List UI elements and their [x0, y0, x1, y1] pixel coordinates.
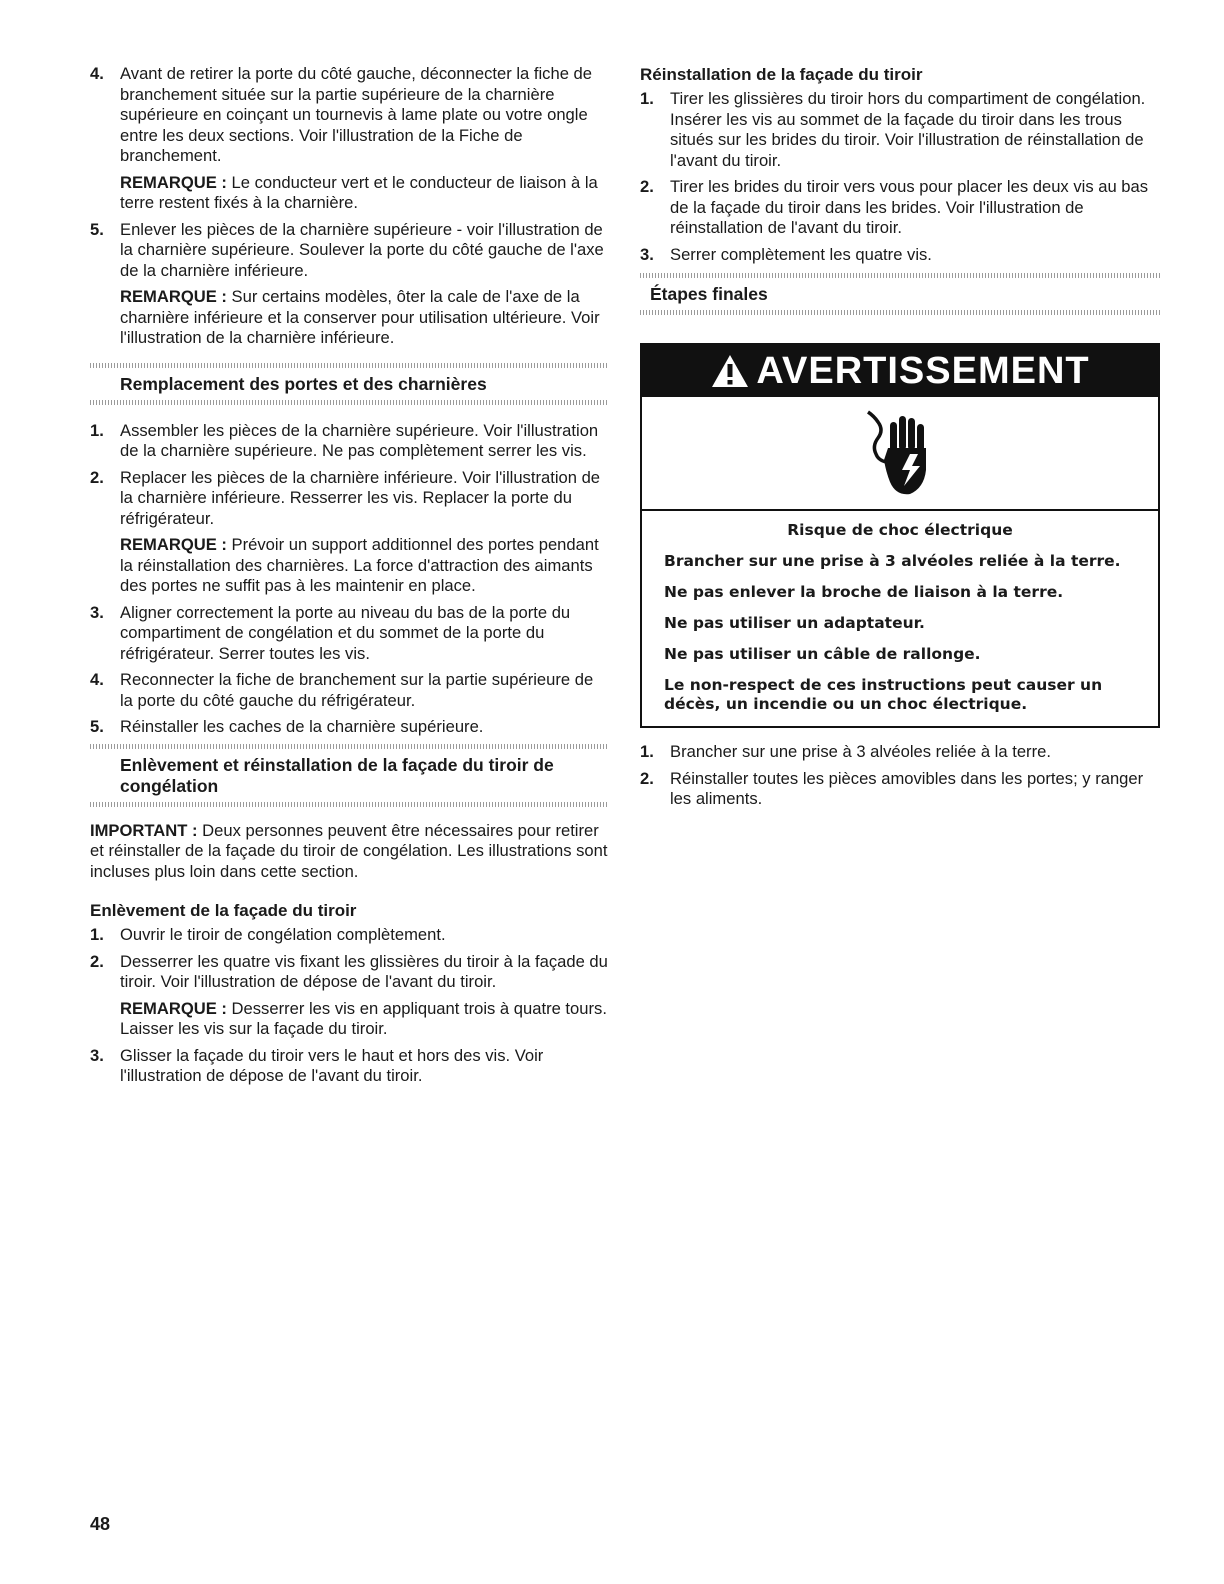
step-text: Ouvrir le tiroir de congélation complètement. — [120, 925, 446, 944]
step-number: 4. — [90, 670, 104, 689]
warning-line: Le non-respect de ces instructions peut causer un décès, un incendie ou un choc électrique. — [664, 676, 1103, 713]
step-text: Replacer les pièces de la charnière inférieure. Voir l'illustration de la charnière inférieure. Resserrer les vis. Replacer la porte du réfrigérateur. — [120, 467, 601, 528]
list-item — [640, 769, 1160, 810]
list-item — [90, 64, 608, 214]
step-number: 3. — [90, 1045, 104, 1065]
list-item — [90, 952, 608, 1040]
step-text: Réinstaller toutes les pièces amovibles dans les portes; y ranger les aliments. — [670, 768, 1144, 808]
step-text: Aligner correctement la porte au niveau du bas de la porte du compartiment de congélation et du sommet de la porte du réfrigérateur. Serrer toutes les vis. — [120, 602, 571, 663]
list-item — [640, 245, 1160, 266]
warning-risk: Risque de choc électrique — [787, 521, 1013, 539]
divider — [90, 400, 608, 405]
warning-header — [642, 345, 1158, 397]
divider — [90, 802, 608, 807]
note — [120, 535, 608, 597]
list-item — [90, 468, 608, 597]
step-number: 1. — [90, 925, 104, 944]
step-number: 3. — [640, 244, 654, 264]
warning-box — [640, 343, 1160, 728]
note-label: REMARQUE : — [120, 998, 227, 1018]
steps-list-d — [640, 89, 1160, 265]
list-item — [90, 421, 608, 462]
steps-list-c — [90, 925, 608, 1087]
steps-list-b — [90, 421, 608, 738]
note-text: Le conducteur vert et le conducteur de liaison à la terre restent fixés à la charnière. — [120, 172, 598, 212]
list-item — [90, 717, 608, 738]
step-number: 5. — [90, 717, 104, 736]
step-text: Réinstaller les caches de la charnière supérieure. — [120, 717, 484, 736]
step-number: 1. — [90, 420, 104, 440]
note — [120, 173, 608, 214]
step-number: 1. — [640, 89, 654, 108]
important-label: IMPORTANT : — [90, 820, 198, 840]
important-text: Deux personnes peuvent être nécessaires pour retirer et réinstaller de la façade du tiroir de congélation. Les illustrations sont incluses plus loin dans cette section. — [90, 820, 608, 881]
list-item — [90, 1046, 608, 1087]
warning-line: Ne pas enlever la broche de liaison à la terre. — [664, 583, 1064, 601]
step-number: 2. — [90, 467, 104, 487]
warning-body — [642, 511, 1158, 726]
step-number: 5. — [90, 219, 104, 239]
step-text: Brancher sur une prise à 3 alvéoles reliée à la terre. — [670, 742, 1051, 761]
warning-line: Ne pas utiliser un adaptateur. — [664, 614, 925, 632]
subsection-title-reinstall: Réinstallation de la façade du tiroir — [640, 65, 923, 84]
steps-list-a — [90, 64, 608, 349]
step-text: Assembler les pièces de la charnière supérieure. Voir l'illustration de la charnière supérieure. Ne pas complètement serrer les vis. — [120, 420, 599, 460]
list-item — [90, 670, 608, 711]
step-text: Enlever les pièces de la charnière supérieure - voir l'illustration de la charnière supérieure. Soulever la porte du côté gauche de l'axe de la charnière inférieure. — [120, 219, 604, 280]
divider — [640, 310, 1160, 315]
note — [120, 999, 608, 1040]
page-number: 48 — [90, 1514, 111, 1534]
left-column — [90, 64, 608, 1093]
list-item — [640, 177, 1160, 239]
step-number: 1. — [640, 742, 654, 761]
steps-list-e — [640, 742, 1160, 810]
note-label: REMARQUE : — [120, 172, 227, 192]
list-item — [90, 603, 608, 665]
warning-line: Ne pas utiliser un câble de rallonge. — [664, 645, 981, 663]
list-item — [640, 742, 1160, 763]
section-title-final-steps: Étapes finales — [650, 284, 768, 304]
note-text: Sur certains modèles, ôter la cale de l'axe de la charnière inférieure et la conserver pour utilisation ultérieure. Voir l'illustration de la charnière inférieure. — [120, 287, 600, 347]
step-number: 2. — [640, 768, 654, 788]
note-text: Prévoir un support additionnel des portes pendant la réinstallation des charnières. La force d'attraction des aimants des portes ne suffit pas à les maintenir en place. — [120, 535, 599, 595]
step-number: 4. — [90, 64, 104, 83]
subsection-title-removal: Enlèvement de la façade du tiroir — [90, 901, 357, 920]
step-text: Serrer complètement les quatre vis. — [670, 244, 932, 264]
list-item — [640, 89, 1160, 171]
step-text: Tirer les glissières du tiroir hors du compartiment de congélation. Insérer les vis au sommet de la façade du tiroir dans les trous situés sur les brides du tiroir. Voir l'illustration de réinstallation de l'avant du tiroir. — [670, 89, 1146, 170]
right-column — [640, 64, 1160, 816]
section-title-drawer-front: Enlèvement et réinstallation de la façade du tiroir de congélation — [120, 754, 554, 796]
electric-shock-hand-icon — [864, 408, 936, 498]
warning-line: Brancher sur une prise à 3 alvéoles reliée à la terre. — [664, 552, 1121, 570]
step-text: Tirer les brides du tiroir vers vous pour placer les deux vis au bas de la façade du tiroir dans les brides. Voir l'illustration de réinstallation de l'avant du tiroir. — [670, 177, 1149, 237]
warning-triangle-icon — [710, 353, 750, 389]
note-label: REMARQUE : — [120, 535, 227, 554]
warning-title: AVERTISSEMENT — [756, 349, 1090, 392]
list-item — [90, 925, 608, 946]
warning-icon-area — [642, 397, 1158, 511]
note-label: REMARQUE : — [120, 287, 227, 306]
step-text: Avant de retirer la porte du côté gauche, déconnecter la fiche de branchement située sur la partie supérieure de la charnière supérieure en coinçant un tournevis à lame plate ou votre ongle entre les deux sections. Voir l'illustration de la Fiche de branchement. — [120, 64, 592, 165]
divider — [640, 273, 1160, 278]
section-title-replacement: Remplacement des portes et des charnières — [120, 373, 487, 394]
important-paragraph — [90, 821, 608, 883]
step-number: 2. — [90, 951, 104, 971]
divider — [90, 363, 608, 368]
list-item — [90, 220, 608, 349]
step-text: Desserrer les quatre vis fixant les glissières du tiroir à la façade du tiroir. Voir l'illustration de dépose de l'avant du tiroir. — [120, 951, 608, 991]
step-number: 2. — [640, 177, 654, 196]
note-text: Desserrer les vis en appliquant trois à quatre tours. Laisser les vis sur la façade du tiroir. — [120, 998, 607, 1038]
note — [120, 287, 608, 349]
divider — [90, 744, 608, 749]
step-text: Glisser la façade du tiroir vers le haut et hors des vis. Voir l'illustration de dépose de l'avant du tiroir. — [120, 1045, 544, 1085]
step-number: 3. — [90, 602, 104, 622]
step-text: Reconnecter la fiche de branchement sur la partie supérieure de la porte du côté gauche du réfrigérateur. — [120, 670, 594, 710]
